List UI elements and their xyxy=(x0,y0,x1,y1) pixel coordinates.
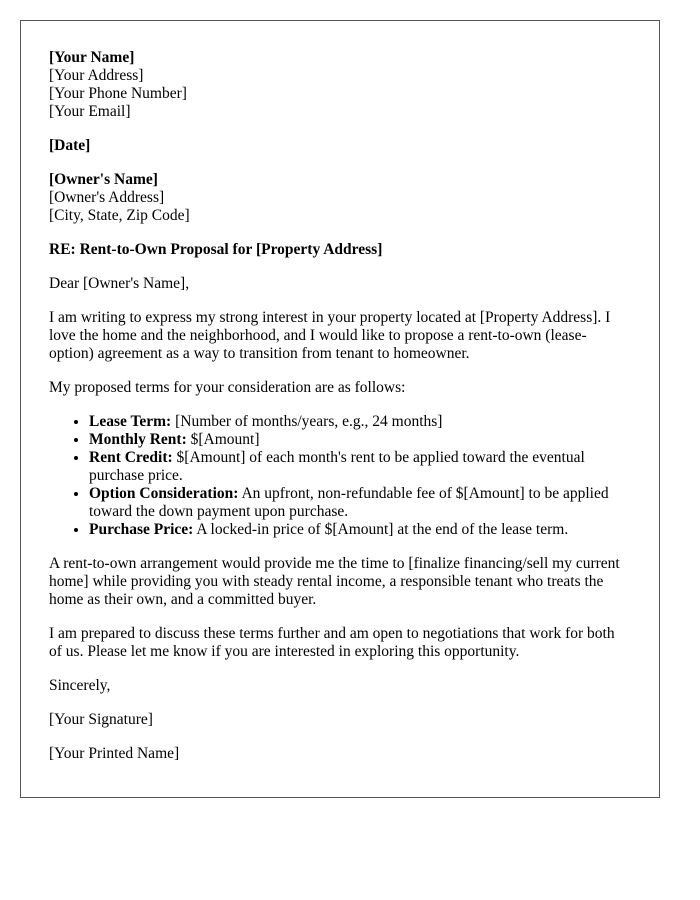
sender-address: [Your Address] xyxy=(49,67,144,84)
recipient-city-state-zip: [City, State, Zip Code] xyxy=(49,207,190,224)
sender-block xyxy=(49,49,631,121)
term-label: Option Consideration: xyxy=(89,485,239,502)
salutation: Dear [Owner's Name], xyxy=(49,275,190,292)
term-rent-credit xyxy=(89,449,631,485)
intro-paragraph: I am writing to express my strong interest in your property located at [Property Address]. I love the home and the neighborhood, and I would like to propose a rent-to-own (lease-option) agreement as a way to transition from tenant to homeowner. xyxy=(49,309,611,362)
recipient-block xyxy=(49,171,631,225)
term-text: A locked-in price of $[Amount] at the end of the lease term. xyxy=(193,521,569,538)
sender-name: [Your Name] xyxy=(49,49,135,66)
sign-off: Sincerely, xyxy=(49,677,111,694)
recipient-address: [Owner's Address] xyxy=(49,189,165,206)
letter-date: [Date] xyxy=(49,137,91,154)
subject-line: RE: Rent-to-Own Proposal for [Property Address] xyxy=(49,241,383,258)
term-label: Purchase Price: xyxy=(89,521,194,538)
term-label: Lease Term: xyxy=(89,413,172,430)
term-lease-term xyxy=(89,413,631,431)
benefits-paragraph: A rent-to-own arrangement would provide me the time to [finalize financing/sell my current home] while providing you with steady rental income, a responsible tenant who treats the home as their own, and a committed buyer. xyxy=(49,555,620,608)
terms-intro: My proposed terms for your consideration are as follows: xyxy=(49,379,406,396)
term-option-consideration xyxy=(89,485,631,521)
letter-page xyxy=(20,20,660,798)
term-text: $[Amount] xyxy=(186,431,260,448)
term-text: An upfront, non-refundable fee of $[Amount] to be applied toward the down payment upon purchase. xyxy=(89,485,609,520)
term-monthly-rent xyxy=(89,431,631,449)
sender-email: [Your Email] xyxy=(49,103,131,120)
printed-name: [Your Printed Name] xyxy=(49,745,180,762)
term-purchase-price xyxy=(89,521,631,539)
signature: [Your Signature] xyxy=(49,711,153,728)
terms-list xyxy=(49,413,631,539)
term-label: Rent Credit: xyxy=(89,449,173,466)
term-text: [Number of months/years, e.g., 24 months] xyxy=(171,413,443,430)
term-label: Monthly Rent: xyxy=(89,431,187,448)
closing-paragraph: I am prepared to discuss these terms further and am open to negotiations that work for both of us. Please let me know if you are interested in exploring this opportunity. xyxy=(49,625,615,660)
recipient-name: [Owner's Name] xyxy=(49,171,158,188)
sender-phone: [Your Phone Number] xyxy=(49,85,187,102)
term-text: $[Amount] of each month's rent to be applied toward the eventual purchase price. xyxy=(89,449,585,484)
date-block xyxy=(49,137,631,155)
